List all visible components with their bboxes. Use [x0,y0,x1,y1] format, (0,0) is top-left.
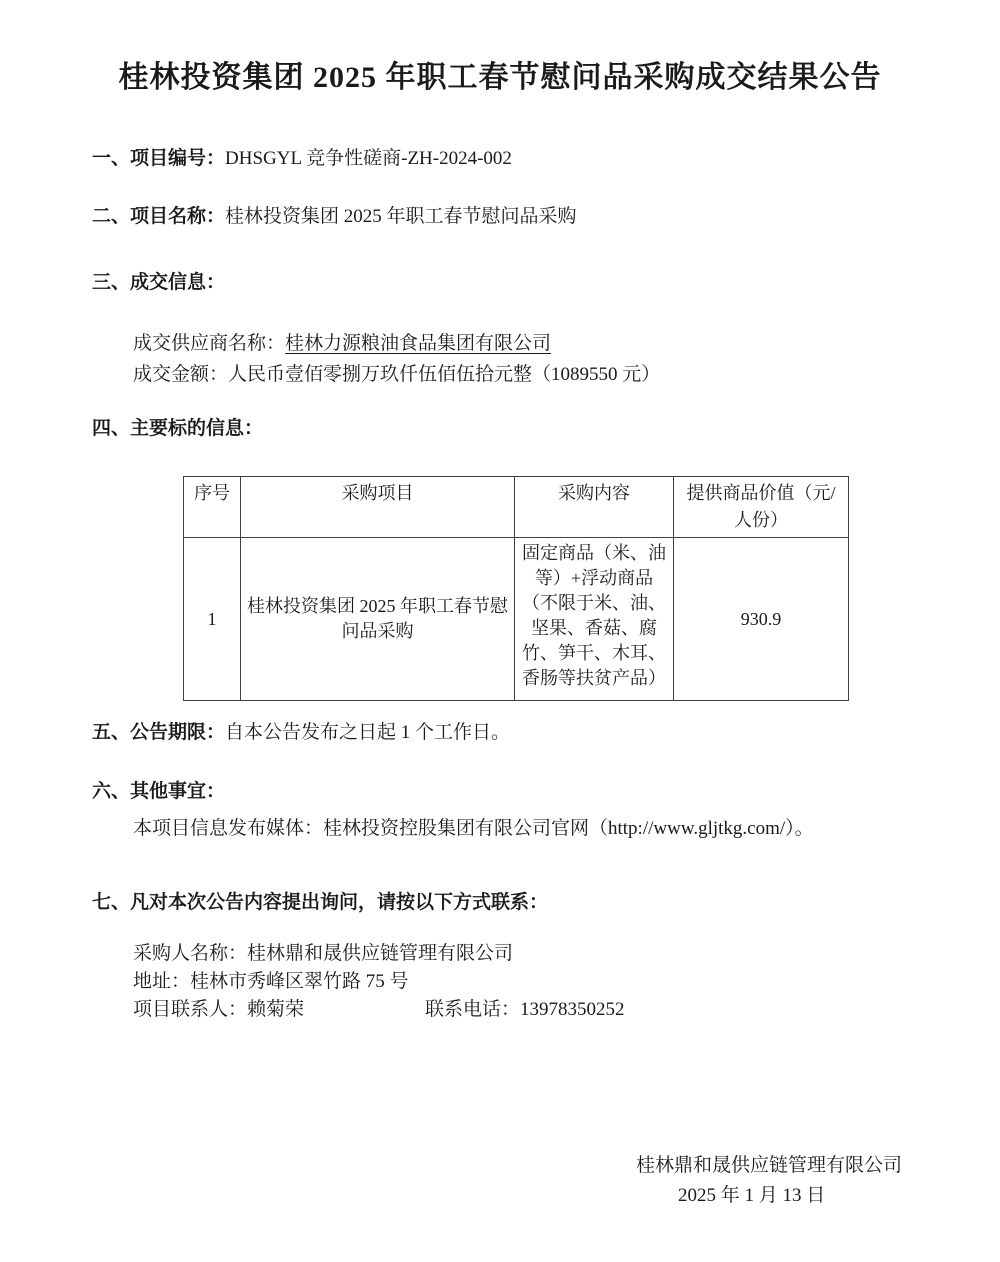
address-line: 地址：桂林市秀峰区翠竹路 75 号 [133,971,409,992]
table-header-seq: 序号 [184,477,241,538]
subject-label: 四、主要标的信息： [92,418,264,439]
media-line: 本项目信息发布媒体：桂林投资控股集团有限公司官网（http://www.gljtkg.com/）。 [133,818,814,839]
footer-date: 2025 年 1 月 13 日 [678,1185,826,1206]
contact-person: 项目联系人：赖菊荣 [133,999,305,1020]
table-cell-seq: 1 [184,538,241,701]
purchaser-line: 采购人名称：桂林鼎和晟供应链管理有限公司 [133,943,514,964]
section-project-name [92,204,577,230]
section-project-code [92,146,512,172]
table-cell-project: 桂林投资集团 2025 年职工春节慰问品采购 [241,538,515,701]
table-header-row [184,477,849,538]
table-cell-content: 固定商品（米、油等）+浮动商品（不限于米、油、坚果、香菇、腐竹、笋干、木耳、香肠等扶贫产品） [515,538,674,701]
table-row [184,538,849,701]
project-name-label: 二、项目名称： [92,206,226,227]
subject-table [183,476,849,701]
project-code-label: 一、项目编号： [92,148,226,169]
footer-company: 桂林鼎和晟供应链管理有限公司 [636,1155,903,1176]
table-cell-value: 930.9 [674,538,849,701]
amount-line [133,362,660,388]
section-subject-heading [92,416,263,442]
contact-line [133,997,733,1023]
amount-value: 人民币壹佰零捌万玖仟伍佰伍拾元整（1089550 元） [228,364,661,385]
other-label: 六、其他事宜： [92,781,226,802]
section-award-info-heading [92,270,225,296]
project-code-value: DHSGYL 竞争性磋商-ZH-2024-002 [225,148,512,169]
table-header-content: 采购内容 [515,477,674,538]
subject-table-wrapper [183,476,849,701]
table-header-project: 采购项目 [241,477,515,538]
period-label: 五、公告期限： [92,722,226,743]
table-header-value: 提供商品价值（元/人份） [674,477,849,538]
supplier-name: 桂林力源粮油食品集团有限公司 [285,333,552,354]
section-inquiry-heading [92,890,548,916]
project-name-value: 桂林投资集团 2025 年职工春节慰问品采购 [225,206,577,227]
supplier-line [133,331,551,357]
supplier-label: 成交供应商名称： [133,333,286,354]
inquiry-label: 七、凡对本次公告内容提出询问，请按以下方式联系： [92,892,549,913]
award-info-label: 三、成交信息： [92,272,226,293]
page-title: 桂林投资集团 2025 年职工春节慰问品采购成交结果公告 [118,61,882,94]
period-value: 自本公告发布之日起 1 个工作日。 [225,722,511,743]
section-other-heading [92,779,225,805]
section-period [92,720,510,746]
amount-label: 成交金额： [133,364,229,385]
contact-phone: 联系电话：13978350252 [425,999,625,1020]
